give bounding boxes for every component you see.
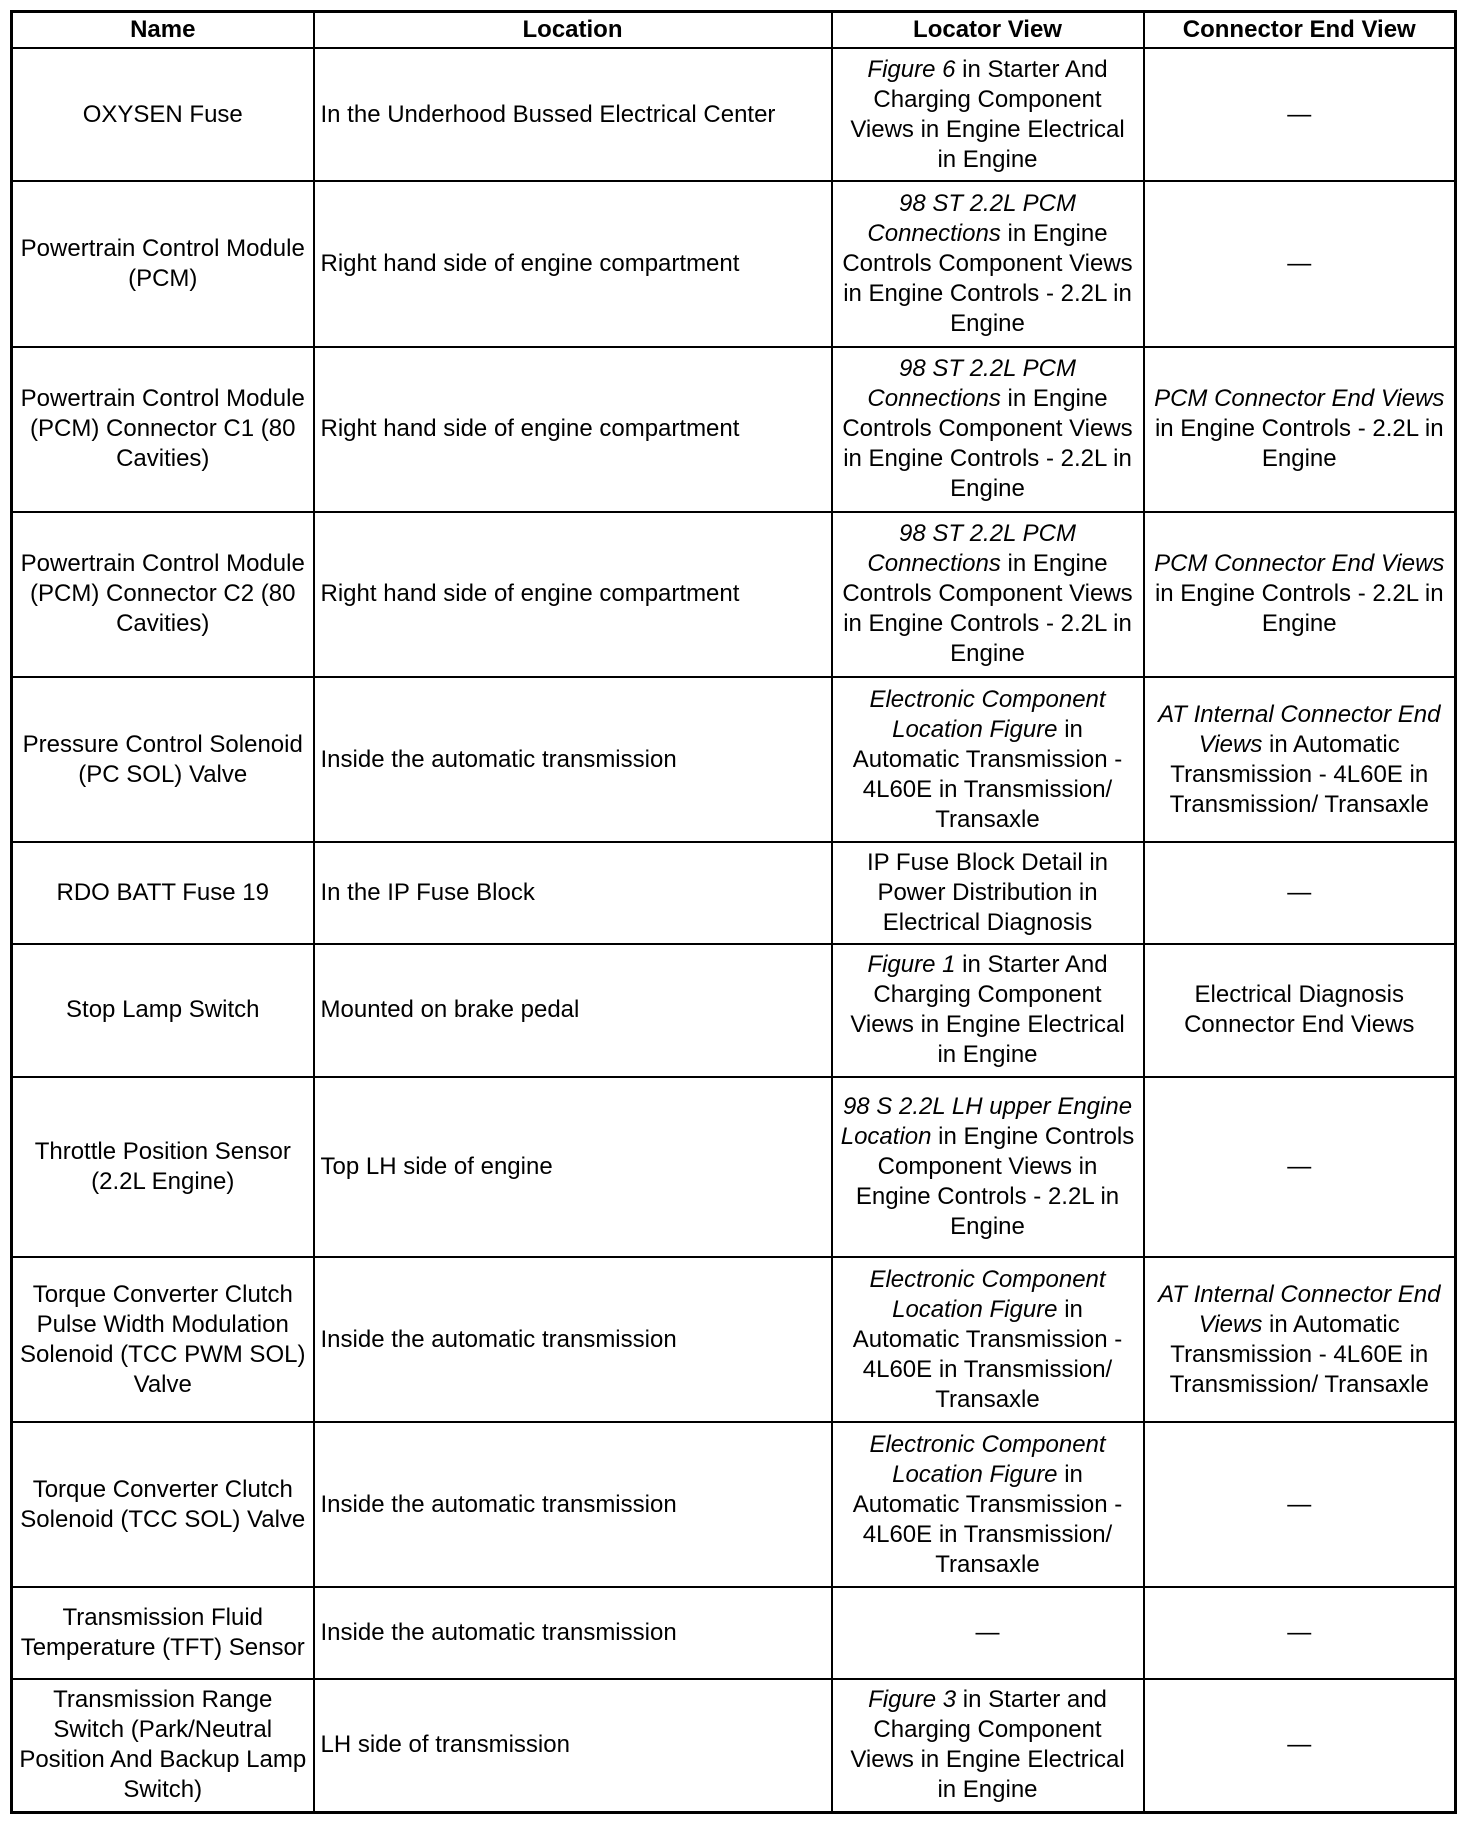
cell-connector-end-view (1144, 48, 1456, 181)
header-row (12, 12, 1456, 49)
cell-name: Torque Converter Clutch Solenoid (TCC SOL) Valve (12, 1422, 314, 1587)
cell-locator-view (832, 347, 1144, 512)
cell-locator-view (832, 842, 1144, 944)
reference-text: in Engine Controls - 2.2L in Engine (1154, 580, 1444, 638)
cell-locator-view (832, 48, 1144, 181)
cell-connector-end-view (1144, 1422, 1456, 1587)
header-locator-view: Locator View (832, 12, 1144, 49)
cell-location: Mounted on brake pedal (314, 944, 832, 1077)
cell-location: Inside the automatic transmission (314, 1257, 832, 1422)
cell-location: LH side of transmission (314, 1679, 832, 1813)
cell-location: Inside the automatic transmission (314, 677, 832, 842)
reference-title: Electronic Component Location Figure (869, 1430, 1106, 1488)
reference-text: — (1287, 878, 1312, 906)
reference-text: — (975, 1618, 1000, 1646)
reference-title: 98 ST 2.2L PCM Connections (867, 189, 1076, 247)
table-row (12, 1587, 1456, 1678)
reference-text: — (1287, 1490, 1312, 1518)
reference-text: in Starter and Charging Component Views in Engine Electrical in Engine (850, 1686, 1125, 1804)
table-body (12, 48, 1456, 1813)
reference-title: 98 ST 2.2L PCM Connections (867, 520, 1076, 578)
cell-name: Torque Converter Clutch Pulse Width Modulation Solenoid (TCC PWM SOL) Valve (12, 1257, 314, 1422)
reference-text: in Engine Controls - 2.2L in Engine (1154, 415, 1444, 473)
reference-title: Figure 3 (868, 1686, 957, 1714)
reference-text: — (1287, 100, 1312, 128)
cell-location: Inside the automatic transmission (314, 1587, 832, 1678)
reference-title: Figure 6 (867, 55, 956, 83)
reference-text: Electrical Diagnosis Connector End Views (1184, 981, 1415, 1039)
cell-locator-view (832, 512, 1144, 677)
cell-name: Stop Lamp Switch (12, 944, 314, 1077)
cell-location: Right hand side of engine compartment (314, 512, 832, 677)
reference-text: in Automatic Transmission - 4L60E in Transmission/ Transaxle (1169, 730, 1429, 818)
reference-title: Electronic Component Location Figure (869, 1265, 1106, 1323)
cell-location: In the IP Fuse Block (314, 842, 832, 944)
header-location: Location (314, 12, 832, 49)
table-row (12, 48, 1456, 181)
reference-text: in Automatic Transmission - 4L60E in Transmission/ Transaxle (852, 715, 1123, 833)
cell-name: Pressure Control Solenoid (PC SOL) Valve (12, 677, 314, 842)
table-row (12, 842, 1456, 944)
reference-text: — (1287, 1731, 1312, 1759)
reference-title: Figure 1 (867, 951, 956, 979)
cell-connector-end-view (1144, 1257, 1456, 1422)
table-row (12, 677, 1456, 842)
reference-text: in Starter And Charging Component Views in Engine Electrical in Engine (850, 951, 1125, 1069)
cell-locator-view (832, 1077, 1144, 1257)
cell-location: Right hand side of engine compartment (314, 181, 832, 346)
cell-connector-end-view (1144, 1679, 1456, 1813)
table-row (12, 1679, 1456, 1813)
reference-text: IP Fuse Block Detail in Power Distribution in Electrical Diagnosis (867, 848, 1108, 936)
reference-text: — (1287, 1618, 1312, 1646)
cell-name: Throttle Position Sensor (2.2L Engine) (12, 1077, 314, 1257)
cell-location: Inside the automatic transmission (314, 1422, 832, 1587)
cell-connector-end-view (1144, 677, 1456, 842)
reference-text: in Engine Controls Component Views in Engine Controls - 2.2L in Engine (842, 219, 1133, 337)
cell-locator-view (832, 677, 1144, 842)
table-row (12, 181, 1456, 346)
reference-title: PCM Connector End Views (1154, 550, 1445, 578)
reference-title: AT Internal Connector End Views (1158, 700, 1441, 758)
component-locator-table (10, 10, 1457, 1814)
cell-connector-end-view (1144, 181, 1456, 346)
cell-name: Powertrain Control Module (PCM) (12, 181, 314, 346)
reference-text: in Automatic Transmission - 4L60E in Transmission/ Transaxle (852, 1295, 1123, 1413)
cell-locator-view (832, 1587, 1144, 1678)
reference-title: PCM Connector End Views (1154, 385, 1445, 413)
reference-text: in Starter And Charging Component Views in Engine Electrical in Engine (850, 55, 1125, 173)
cell-name: Powertrain Control Module (PCM) Connector C1 (80 Cavities) (12, 347, 314, 512)
reference-title: AT Internal Connector End Views (1158, 1280, 1441, 1338)
cell-connector-end-view (1144, 842, 1456, 944)
header-connector-end-view: Connector End View (1144, 12, 1456, 49)
reference-text: in Engine Controls Component Views in Engine Controls - 2.2L in Engine (842, 385, 1133, 503)
table-row (12, 1077, 1456, 1257)
cell-name: Transmission Range Switch (Park/Neutral Position And Backup Lamp Switch) (12, 1679, 314, 1813)
reference-text: in Engine Controls Component Views in Engine Controls - 2.2L in Engine (855, 1123, 1135, 1241)
reference-title: Electronic Component Location Figure (869, 685, 1106, 743)
cell-locator-view (832, 181, 1144, 346)
cell-location: Right hand side of engine compartment (314, 347, 832, 512)
cell-connector-end-view (1144, 944, 1456, 1077)
table-row (12, 512, 1456, 677)
cell-locator-view (832, 1679, 1144, 1813)
cell-connector-end-view (1144, 1077, 1456, 1257)
table-row (12, 347, 1456, 512)
reference-title: 98 ST 2.2L PCM Connections (867, 355, 1076, 413)
cell-location: In the Underhood Bussed Electrical Center (314, 48, 832, 181)
cell-name: Transmission Fluid Temperature (TFT) Sensor (12, 1587, 314, 1678)
reference-text: — (1287, 1153, 1312, 1181)
reference-text: in Automatic Transmission - 4L60E in Transmission/ Transaxle (1169, 1310, 1429, 1398)
reference-text: — (1287, 249, 1312, 277)
table-row (12, 944, 1456, 1077)
cell-connector-end-view (1144, 512, 1456, 677)
reference-text: in Engine Controls Component Views in Engine Controls - 2.2L in Engine (842, 550, 1133, 668)
table-row (12, 1422, 1456, 1587)
header-name: Name (12, 12, 314, 49)
cell-locator-view (832, 944, 1144, 1077)
cell-name: RDO BATT Fuse 19 (12, 842, 314, 944)
reference-title: 98 S 2.2L LH upper Engine Location (840, 1093, 1133, 1151)
cell-locator-view (832, 1257, 1144, 1422)
cell-connector-end-view (1144, 347, 1456, 512)
cell-name: Powertrain Control Module (PCM) Connector C2 (80 Cavities) (12, 512, 314, 677)
cell-location: Top LH side of engine (314, 1077, 832, 1257)
reference-text: in Automatic Transmission - 4L60E in Transmission/ Transaxle (852, 1460, 1123, 1578)
table-row (12, 1257, 1456, 1422)
cell-name: OXYSEN Fuse (12, 48, 314, 181)
cell-locator-view (832, 1422, 1144, 1587)
cell-connector-end-view (1144, 1587, 1456, 1678)
